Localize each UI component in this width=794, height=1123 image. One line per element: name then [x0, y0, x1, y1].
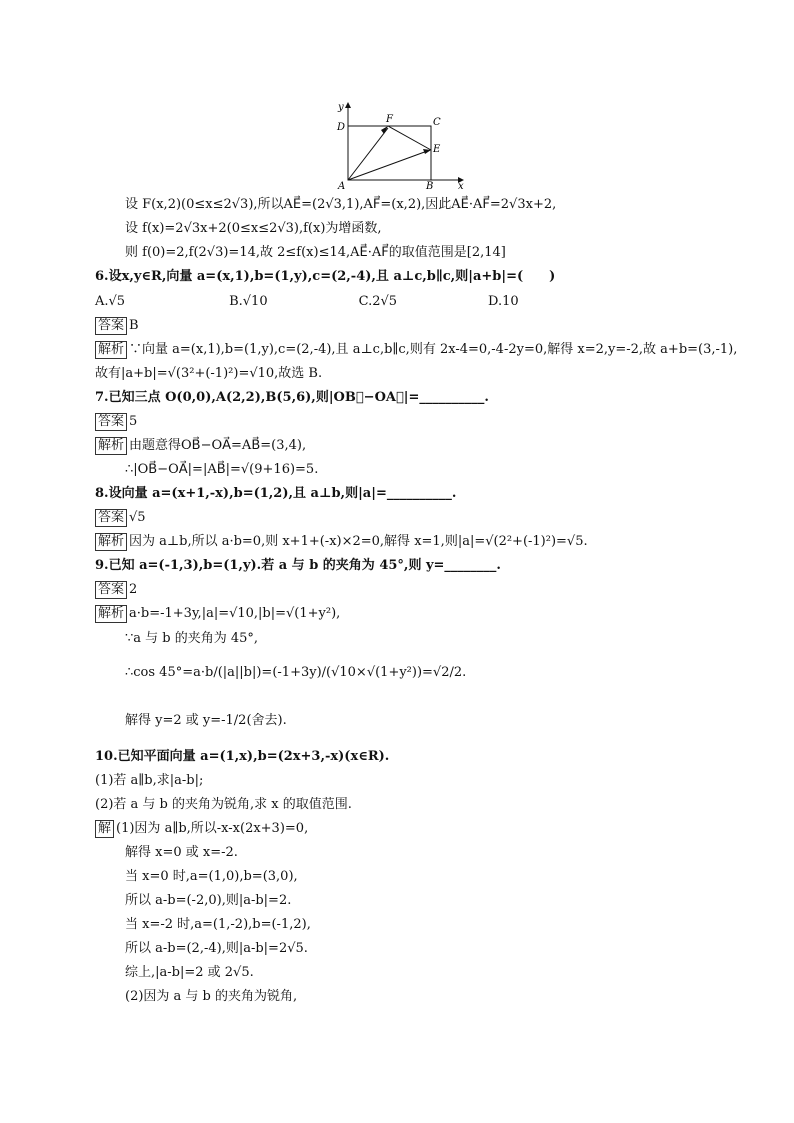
question-10-part-2: (2)若 a 与 b 的夹角为锐角,求 x 的取值范围.: [95, 797, 352, 812]
question-7: 7.已知三点 O(0,0),A(2,2),B(5,6),则|OB⃗−OA⃗|=__________.: [95, 390, 489, 405]
label-x: x: [458, 181, 464, 190]
text-line: 设 f(x)=2√3x+2(0≤x≤2√3),f(x)为增函数,: [125, 221, 382, 236]
label-y: y: [338, 102, 344, 113]
answer-tag: 答案: [95, 317, 127, 335]
vector-AE: [348, 150, 430, 180]
label-A: A: [338, 181, 346, 190]
analysis-tag: 解析: [95, 341, 127, 359]
text-line: 所以 a-b=(2,-4),则|a-b|=2√5.: [125, 941, 308, 956]
solution-text: (1)因为 a∥b,所以-x-x(2x+3)=0,: [116, 821, 309, 836]
text-line: (2)因为 a 与 b 的夹角为锐角,: [125, 989, 298, 1004]
question-6-options: A.√5 B.√10 C.2√5 D.10: [95, 294, 519, 309]
answer-row: [95, 413, 137, 431]
question-6: 6.设x,y∈R,向量 a=(x,1),b=(1,y),c=(2,-4),且 a⊥c,b∥c,则|a+b|=( ): [95, 269, 556, 284]
analysis-tag: 解析: [95, 437, 127, 455]
analysis-text: 由题意得OB⃗−OA⃗=AB⃗=(3,4),: [129, 438, 307, 453]
analysis-tag: 解析: [95, 605, 127, 623]
text-line: ∴cos 45°=a·b/(|a||b|)=(-1+3y)/(√10×√(1+y²))=√2/2.: [125, 665, 467, 680]
text-line: 解得 y=2 或 y=-1/2(舍去).: [125, 713, 287, 728]
answer-value: 5: [129, 414, 138, 429]
y-axis-arrow: [345, 102, 351, 108]
analysis-row: [95, 341, 737, 359]
analysis-text: a·b=-1+3y,|a|=√10,|b|=√(1+y²),: [129, 606, 341, 621]
rectangle-vector-figure: [330, 98, 465, 190]
answer-row: [95, 509, 146, 527]
answer-row: [95, 317, 139, 335]
label-E: E: [433, 144, 441, 155]
question-10: 10.已知平面向量 a=(1,x),b=(2x+3,-x)(x∈R).: [95, 749, 390, 764]
rectangle-ABCD: [348, 126, 431, 180]
analysis-row: [95, 533, 588, 551]
analysis-text: 因为 a⊥b,所以 a·b=0,则 x+1+(-x)×2=0,解得 x=1,则|a|=√(2²+(-1)²)=√5.: [129, 534, 588, 549]
answer-value: B: [129, 318, 139, 333]
analysis-text: ∵向量 a=(x,1),b=(1,y),c=(2,-4),且 a⊥c,b∥c,则有 2x-4=0,-4-2y=0,解得 x=2,y=-2,故 a+b=(3,-1),: [129, 342, 738, 357]
answer-tag: 答案: [95, 509, 127, 527]
label-C: C: [433, 117, 441, 128]
question-8: 8.设向量 a=(x+1,-x),b=(1,2),且 a⊥b,则|a|=__________.: [95, 486, 457, 501]
analysis-tag: 解析: [95, 533, 127, 551]
solution-tag: 解: [95, 820, 114, 838]
text-line: 故有|a+b|=√(3²+(-1)²)=√10,故选 B.: [95, 366, 323, 381]
answer-value: 2: [129, 582, 138, 597]
answer-tag: 答案: [95, 581, 127, 599]
label-D: D: [337, 122, 346, 133]
text-line: 则 f(0)=2,f(2√3)=14,故 2≤f(x)≤14,AE⃗·AF⃗的取值范围是[2,14]: [125, 245, 506, 260]
question-10-part-1: (1)若 a∥b,求|a-b|;: [95, 773, 204, 788]
text-line: ∴|OB⃗−OA⃗|=|AB⃗|=√(9+16)=5.: [125, 462, 319, 477]
analysis-row: [95, 605, 340, 623]
text-line: 所以 a-b=(-2,0),则|a-b|=2.: [125, 893, 292, 908]
analysis-row: [95, 437, 306, 455]
label-B: B: [426, 181, 434, 190]
text-line: 当 x=-2 时,a=(1,-2),b=(-1,2),: [125, 917, 311, 932]
answer-tag: 答案: [95, 413, 127, 431]
answer-value: √5: [129, 510, 146, 525]
question-9: 9.已知 a=(-1,3),b=(1,y).若 a 与 b 的夹角为 45°,则 y=________.: [95, 558, 501, 573]
text-line: ∵a 与 b 的夹角为 45°,: [125, 631, 259, 646]
text-line: 当 x=0 时,a=(1,0),b=(3,0),: [125, 869, 298, 884]
text-line: 解得 x=0 或 x=-2.: [125, 845, 238, 860]
text-line: 设 F(x,2)(0≤x≤2√3),所以AE⃗=(2√3,1),AF⃗=(x,2),因此AE⃗·AF⃗=2√3x+2,: [125, 197, 557, 212]
segment-FE: [388, 126, 431, 150]
label-F: F: [386, 114, 393, 125]
answer-row: [95, 581, 137, 599]
solution-row: [95, 820, 308, 838]
text-line: 综上,|a-b|=2 或 2√5.: [125, 965, 254, 980]
